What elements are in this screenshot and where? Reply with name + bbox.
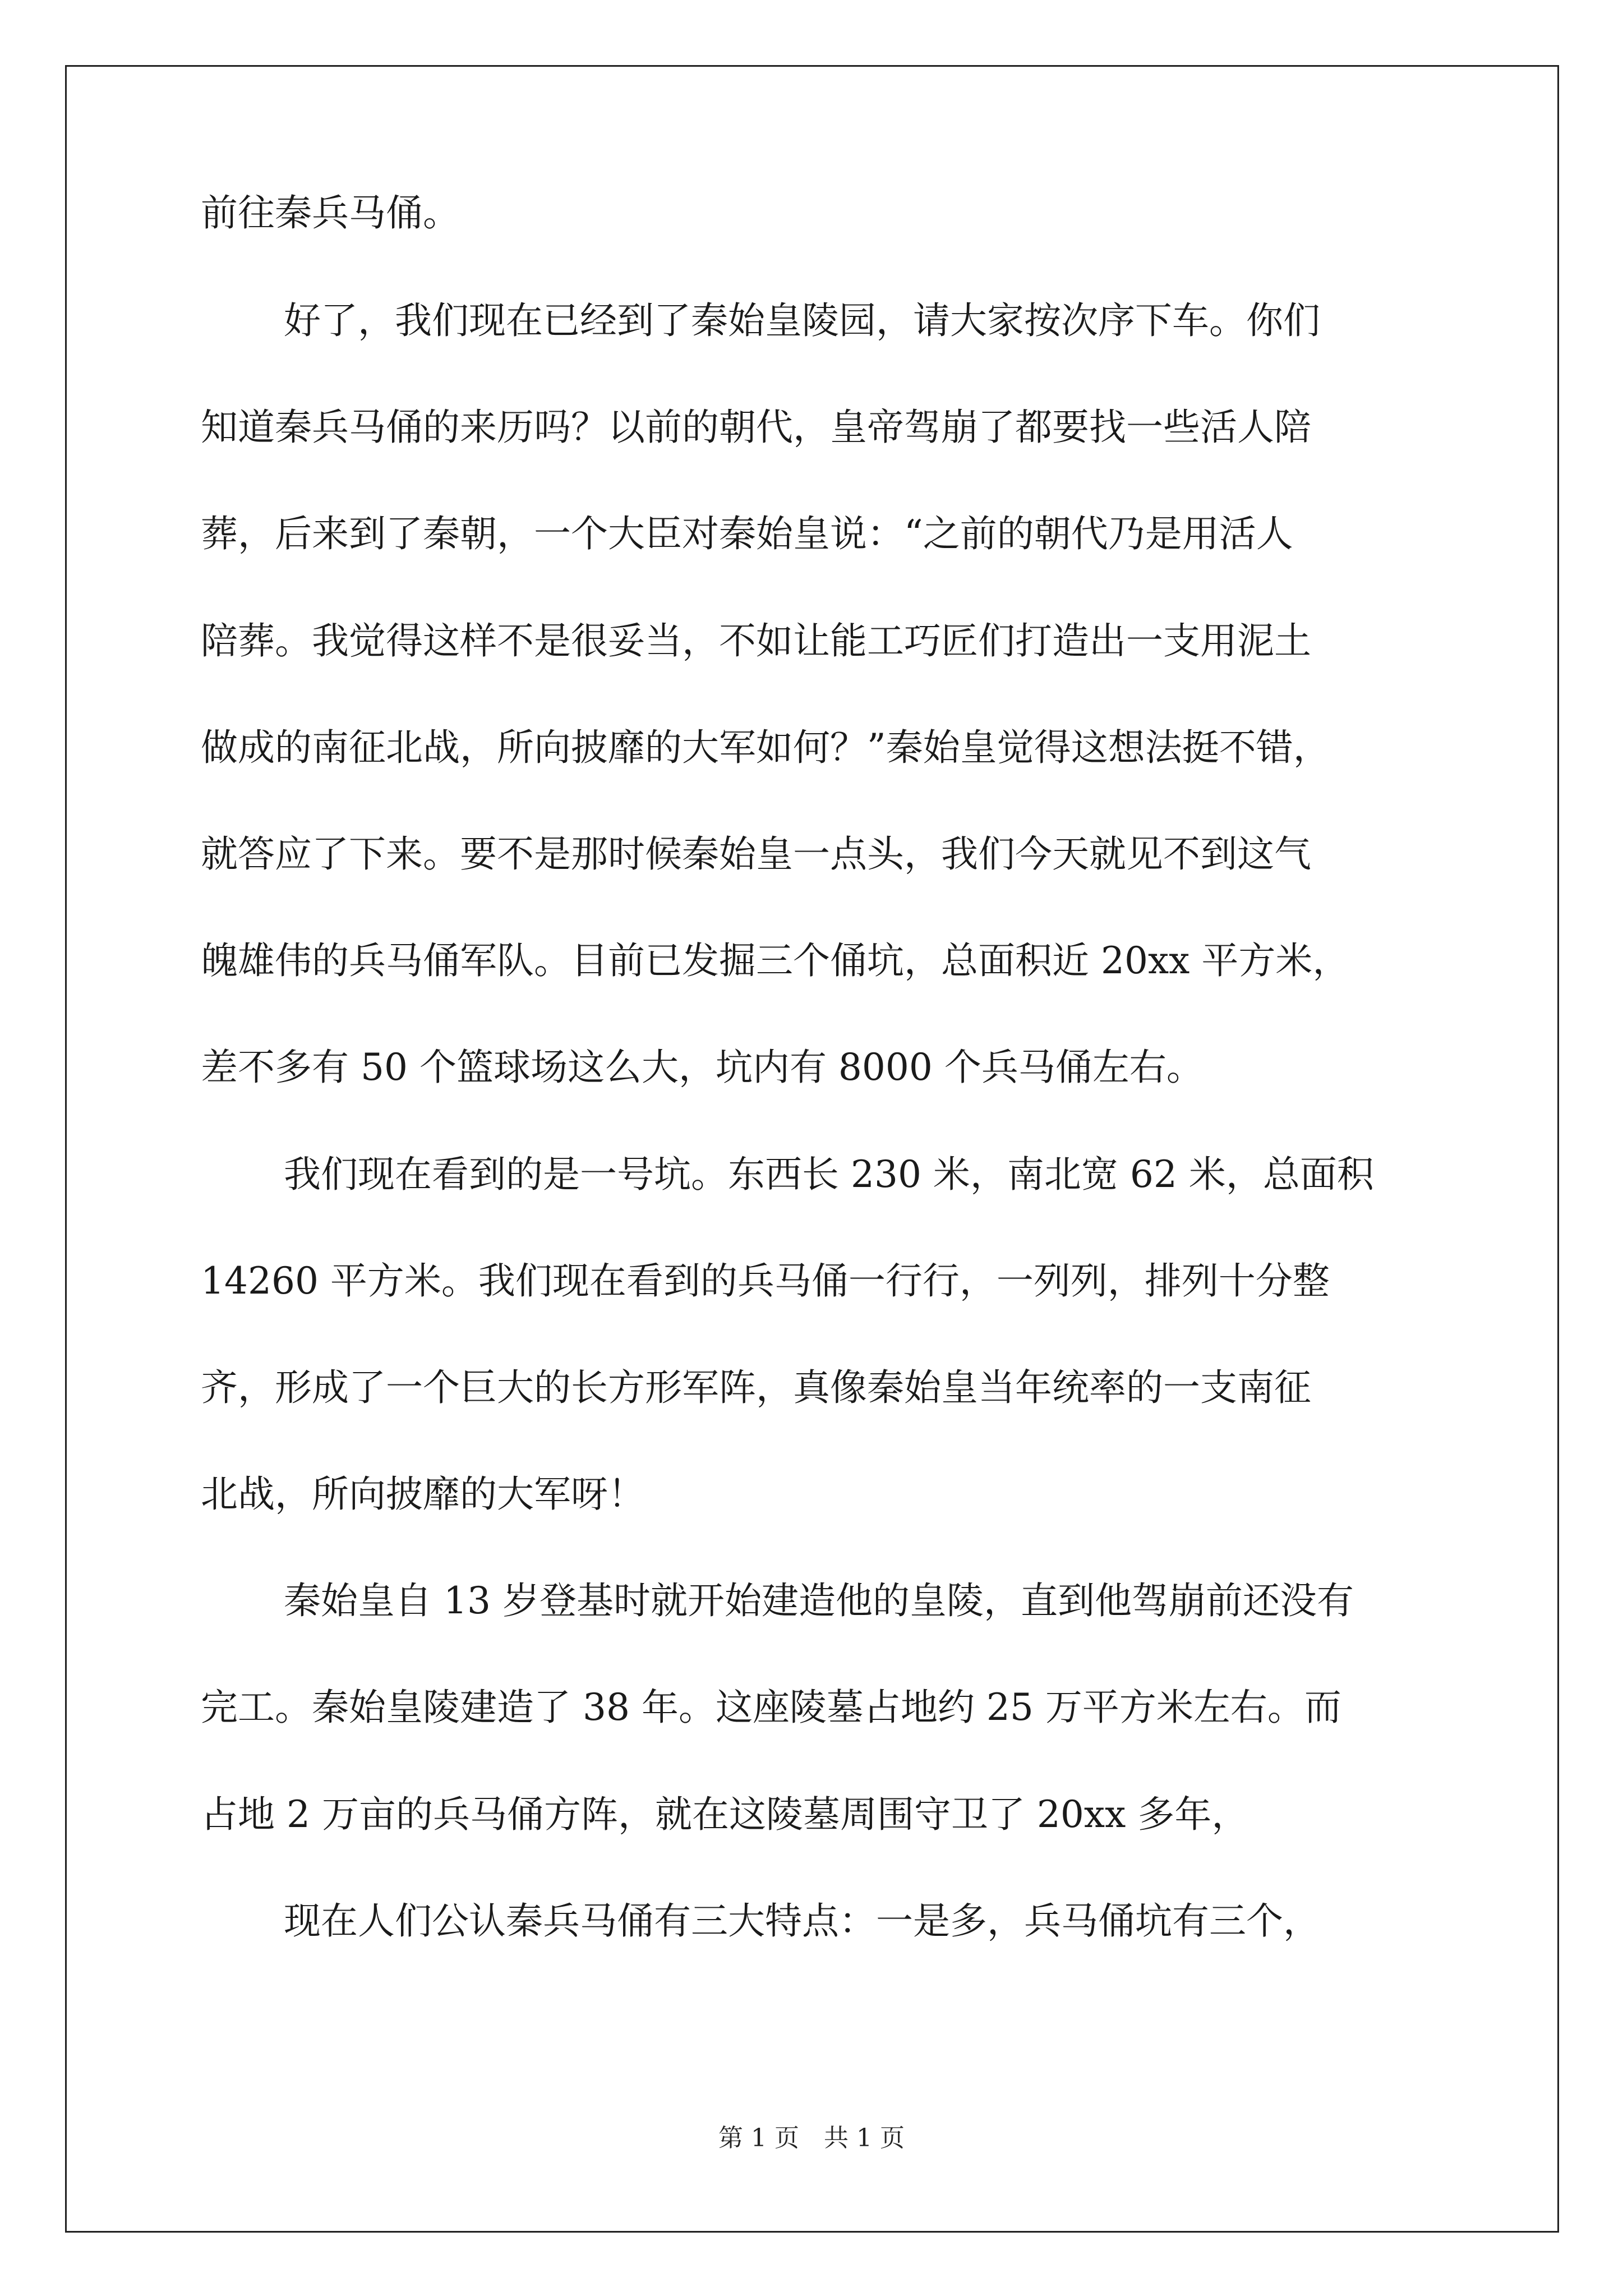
text-line: 葬，后来到了秦朝，一个大臣对秦始皇说：“之前的朝代乃是用活人 — [201, 512, 1293, 555]
text-line: 秦始皇自 13 岁登基时就开始建造他的皇陵，直到他驾崩前还没有 — [284, 1579, 1354, 1622]
text-line: 14260 平方米。我们现在看到的兵马俑一行行，一列列，排列十分整 — [201, 1259, 1330, 1303]
text-line: 陪葬。我觉得这样不是很妥当，不如让能工巧匠们打造出一支用泥土 — [201, 619, 1311, 662]
text-line: 好了，我们现在已经到了秦始皇陵园，请大家按次序下车。你们 — [284, 299, 1320, 342]
text-line: 前往秦兵马俑。 — [201, 191, 460, 234]
text-line: 北战，所向披靡的大军呀！ — [201, 1473, 645, 1516]
page-number-footer: 第 1 页 共 1 页 — [718, 2124, 905, 2152]
text-line: 占地 2 万亩的兵马俑方阵，就在这陵墓周围守卫了 20xx 多年， — [201, 1793, 1249, 1836]
text-line: 差不多有 50 个篮球场这么大，坑内有 8000 个兵马俑左右。 — [201, 1046, 1204, 1089]
text-line: 魄雄伟的兵马俑军队。目前已发掘三个俑坑，总面积近 20xx 平方米， — [201, 939, 1350, 982]
text-line: 就答应了下来。要不是那时候秦始皇一点头，我们今天就见不到这气 — [201, 832, 1311, 876]
text-line: 完工。秦始皇陵建造了 38 年。这座陵墓占地约 25 万平方米左右。而 — [201, 1686, 1341, 1729]
text-line: 现在人们公认秦兵马俑有三大特点：一是多，兵马俑坑有三个， — [284, 1899, 1320, 1943]
text-line: 我们现在看到的是一号坑。东西长 230 米，南北宽 62 米，总面积 — [284, 1153, 1374, 1196]
text-line: 知道秦兵马俑的来历吗？以前的朝代，皇帝驾崩了都要找一些活人陪 — [201, 406, 1311, 449]
text-line: 齐，形成了一个巨大的长方形军阵，真像秦始皇当年统率的一支南征 — [201, 1366, 1311, 1409]
text-line: 做成的南征北战，所向披靡的大军如何？”秦始皇觉得这想法挺不错， — [201, 726, 1330, 769]
